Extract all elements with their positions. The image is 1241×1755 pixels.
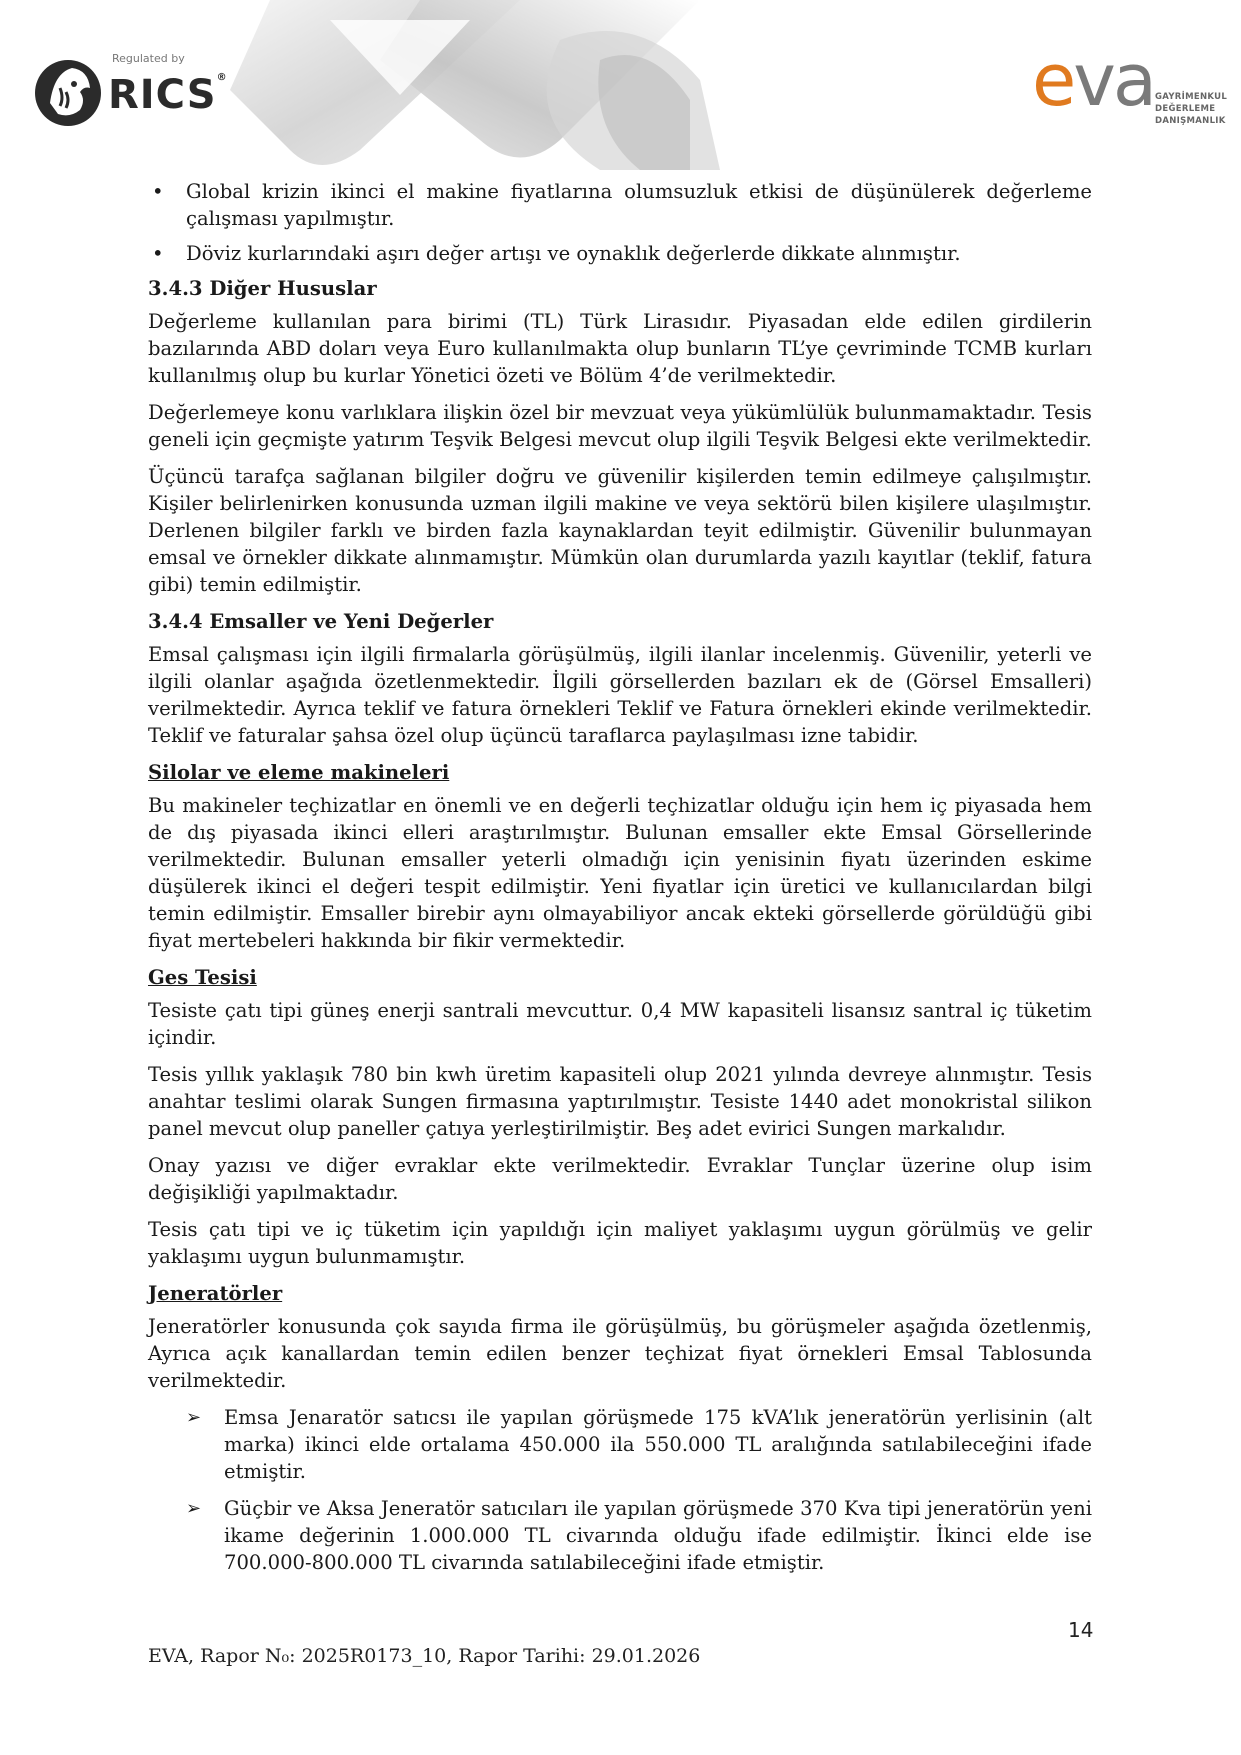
paragraph: Bu makineler teçhizatlar en önemli ve en değerli teçhizatlar olduğu için hem iç piyasada hem de dış piyasada ikinci elleri araştırılmıştır. Bulunan emsaller ekte Emsal Görsellerinde verilmektedir. Bulunan emsaller yeterli olmadığı için yenisinin fiyatı üzerinden eskime düşülerek ikinci el değeri tespit edilmiştir. Yeni fiyatlar için üretici ve kullanıcılardan bilgi temin edilmiştir. Emsaller birebir aynı olmayabiliyor ancak ekteki görsellerde görüldüğü gibi fiyat mertebeleri hakkında bir fikir vermektedir. bbox=[148, 794, 1092, 952]
list-item: ➢ Güçbir ve Aksa Jeneratör satıcıları ile yapılan görüşmede 370 Kva tipi jeneratörün yeni ikame değerinin 1.000.000 TL civarında olduğu ifade edilmiştir. İkinci elde ise 700.000-800.000 TL civarında satılabileceğini ifade etmiştir. bbox=[186, 1497, 1092, 1574]
paragraph: Emsal çalışması için ilgili firmalarla görüşülmüş, ilgili ilanlar incelenmiş. Güvenilir, yeterli ve ilgili olanlar aşağıda özetlenmektedir. İlgili görsellerden bazıları ek de (Görsel Emsalleri) verilmektedir. Ayrıca teklif ve fatura örnekleri Teklif ve Fatura örnekleri ekinde verilmektedir. Teklif ve faturalar şahsa özel olup üçüncü taraflarca paylaşılması izne tabidir. bbox=[148, 643, 1092, 747]
list-item: • Döviz kurlarındaki aşırı değer artışı ve oynaklık değerlerde dikkate alınmıştır. bbox=[152, 242, 961, 265]
subheading-jeneratorler: Jeneratörler bbox=[148, 1282, 283, 1305]
section-heading-3-4-4: 3.4.4 Emsaller ve Yeni Değerler bbox=[148, 610, 494, 633]
page-content bbox=[148, 178, 1092, 1586]
list-item: ➢ Emsa Jenaratör satıcsı ile yapılan görüşmede 175 kVA’lık jeneratörün yerlisinin (alt marka) ikinci elde ortalama 450.000 ila 550.000 TL aralığında satılabileceğini ifade etmiştir. bbox=[186, 1406, 1092, 1483]
bullet-icon: • bbox=[152, 180, 164, 203]
paragraph: Tesis çatı tipi ve iç tüketim için yapıldığı için maliyet yaklaşımı uygun görülmüş ve gelir yaklaşımı uygun bulunmamıştır. bbox=[148, 1218, 1092, 1268]
eva-wordmark: eva bbox=[1032, 38, 1155, 122]
paragraph: Tesis yıllık yaklaşık 780 bin kwh üretim kapasiteli olup 2021 yılında devreye alınmıştır. Tesis anahtar teslimi olarak Sungen firmasına yaptırılmıştır. Tesiste 1440 adet monokristal silikon panel mevcut olup paneller çatıya yerleştirilmiştir. Beş adet evirici Sungen markalıdır. bbox=[148, 1063, 1092, 1140]
paragraph: Değerleme kullanılan para birimi (TL) Türk Lirasıdır. Piyasadan elde edilen girdilerin bazılarında ABD doları veya Euro kullanılmakta olup bunların TL’ye çevriminde TCMB kurları kullanılmış olup bu kurlar Yönetici özeti ve Bölüm 4’de verilmektedir. bbox=[148, 310, 1092, 387]
paragraph: Değerlemeye konu varlıklara ilişkin özel bir mevzuat veya yükümlülük bulunmamaktadır. Tesis geneli için geçmişte yatırım Teşvik Belgesi mevcut olup ilgili Teşvik Belgesi ekte verilmektedir. bbox=[148, 401, 1092, 451]
paragraph: Jeneratörler konusunda çok sayıda firma ile görüşülmüş, bu görüşmeler aşağıda özetlenmiş, Ayrıca açık kanallardan temin edilen benzer teçhizat fiyat örnekleri Emsal Tablosunda verilmektedir. bbox=[148, 1315, 1092, 1392]
arrow-bullet-icon: ➢ bbox=[186, 1498, 202, 1519]
page-number: 14 bbox=[1068, 1618, 1094, 1642]
section-heading-3-4-3: 3.4.3 Diğer Hususlar bbox=[148, 277, 377, 300]
eva-tagline: GAYRİMENKUL DEĞERLEME DANIŞMANLIK bbox=[1155, 92, 1228, 126]
arrow-bullet-icon: ➢ bbox=[186, 1407, 202, 1428]
paragraph: Tesiste çatı tipi güneş enerji santrali mevcuttur. 0,4 MW kapasiteli lisansız santral iç tüketim içindir. bbox=[148, 999, 1092, 1049]
rics-regulated-label: Regulated by bbox=[112, 52, 185, 65]
paragraph: Onay yazısı ve diğer evraklar ekte verilmektedir. Evraklar Tunçlar üzerine olup isim değişikliği yapılmaktadır. bbox=[148, 1154, 1092, 1204]
paragraph: Üçüncü tarafça sağlanan bilgiler doğru ve güvenilir kişilerden temin edilmeye çalışılmıştır. Kişiler belirlenirken konusunda uzman ilgili makine ve veya sektörü bilen kişilere ulaşılmıştır. Derlenen bilgiler farklı ve birden fazla kaynaklardan teyit edilmiştir. Güvenilir bulunmayan emsal ve örnekler dikkate alınmamıştır. Mümkün olan durumlarda yazılı kayıtlar (teklif, fatura gibi) temin edilmiştir. bbox=[148, 465, 1092, 596]
subheading-silolar: Silolar ve eleme makineleri bbox=[148, 761, 450, 784]
subheading-ges: Ges Tesisi bbox=[148, 966, 257, 989]
page-footer: EVA, Rapor N₀: 2025R0173_10, Rapor Tarihi: 29.01.2026 bbox=[148, 1645, 701, 1667]
bullet-list bbox=[148, 178, 1092, 267]
bullet-icon: • bbox=[152, 242, 164, 265]
arrow-list bbox=[148, 1404, 1092, 1576]
rics-wordmark: RICS® bbox=[108, 72, 228, 118]
list-item: • Global krizin ikinci el makine fiyatlarına olumsuzluk etkisi de düşünülerek değerleme çalışması yapılmıştır. bbox=[152, 180, 1092, 230]
